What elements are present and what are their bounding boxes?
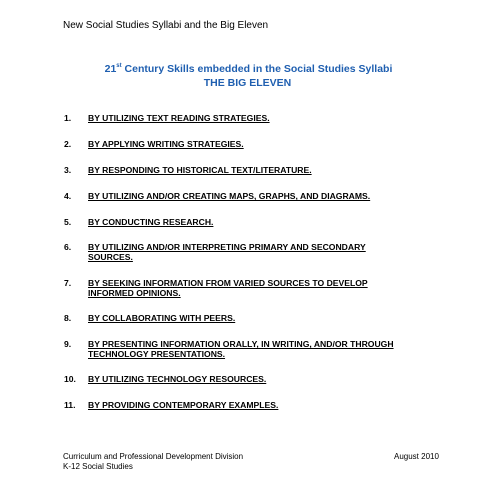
- item-text: BY SEEKING INFORMATION FROM VARIED SOURCES TO DEVELOP INFORMED OPINIONS.: [88, 278, 368, 298]
- title-line-2: THE BIG ELEVEN: [203, 77, 292, 89]
- item-number: 11.: [64, 400, 76, 410]
- item-text: BY UTILIZING TECHNOLOGY RESOURCES.: [88, 374, 267, 384]
- item-text: BY RESPONDING TO HISTORICAL TEXT/LITERATURE.: [88, 165, 312, 175]
- footer-left: [63, 452, 243, 472]
- footer-division: Curriculum and Professional Development Division: [63, 452, 244, 461]
- item-number: 7.: [64, 278, 72, 288]
- item-number: 9.: [64, 339, 72, 349]
- item-number: 4.: [64, 191, 72, 201]
- item-number: 1.: [64, 113, 72, 123]
- item-number: 3.: [64, 165, 72, 175]
- title-rest: Century Skills embedded in the Social Studies Syllabi: [121, 63, 393, 75]
- title-prefix: 21: [104, 63, 117, 75]
- item-text: BY CONDUCTING RESEARCH.: [88, 217, 214, 227]
- item-text: BY UTILIZING AND/OR CREATING MAPS, GRAPHS, AND DIAGRAMS.: [88, 191, 371, 201]
- footer-program: K-12 Social Studies: [63, 462, 133, 471]
- item-text: BY APPLYING WRITING STRATEGIES.: [88, 139, 244, 149]
- item-text: BY PRESENTING INFORMATION ORALLY, IN WRITING, AND/OR THROUGH TECHNOLOGY PRESENTATIONS.: [88, 339, 394, 359]
- item-number: 10.: [64, 374, 76, 384]
- item-text: BY UTILIZING TEXT READING STRATEGIES.: [88, 113, 270, 123]
- running-header: New Social Studies Syllabi and the Big Eleven: [63, 20, 269, 31]
- item-number: 5.: [64, 217, 72, 227]
- item-number: 2.: [64, 139, 72, 149]
- item-number: 8.: [64, 313, 72, 323]
- item-number: 6.: [64, 242, 72, 252]
- item-text: BY PROVIDING CONTEMPORARY EXAMPLES.: [88, 400, 279, 410]
- item-text: BY COLLABORATING WITH PEERS.: [88, 313, 236, 323]
- title-superscript: st: [116, 63, 122, 69]
- footer-date: August 2010: [394, 452, 439, 461]
- item-text: BY UTILIZING AND/OR INTERPRETING PRIMARY AND SECONDARY SOURCES.: [88, 242, 366, 262]
